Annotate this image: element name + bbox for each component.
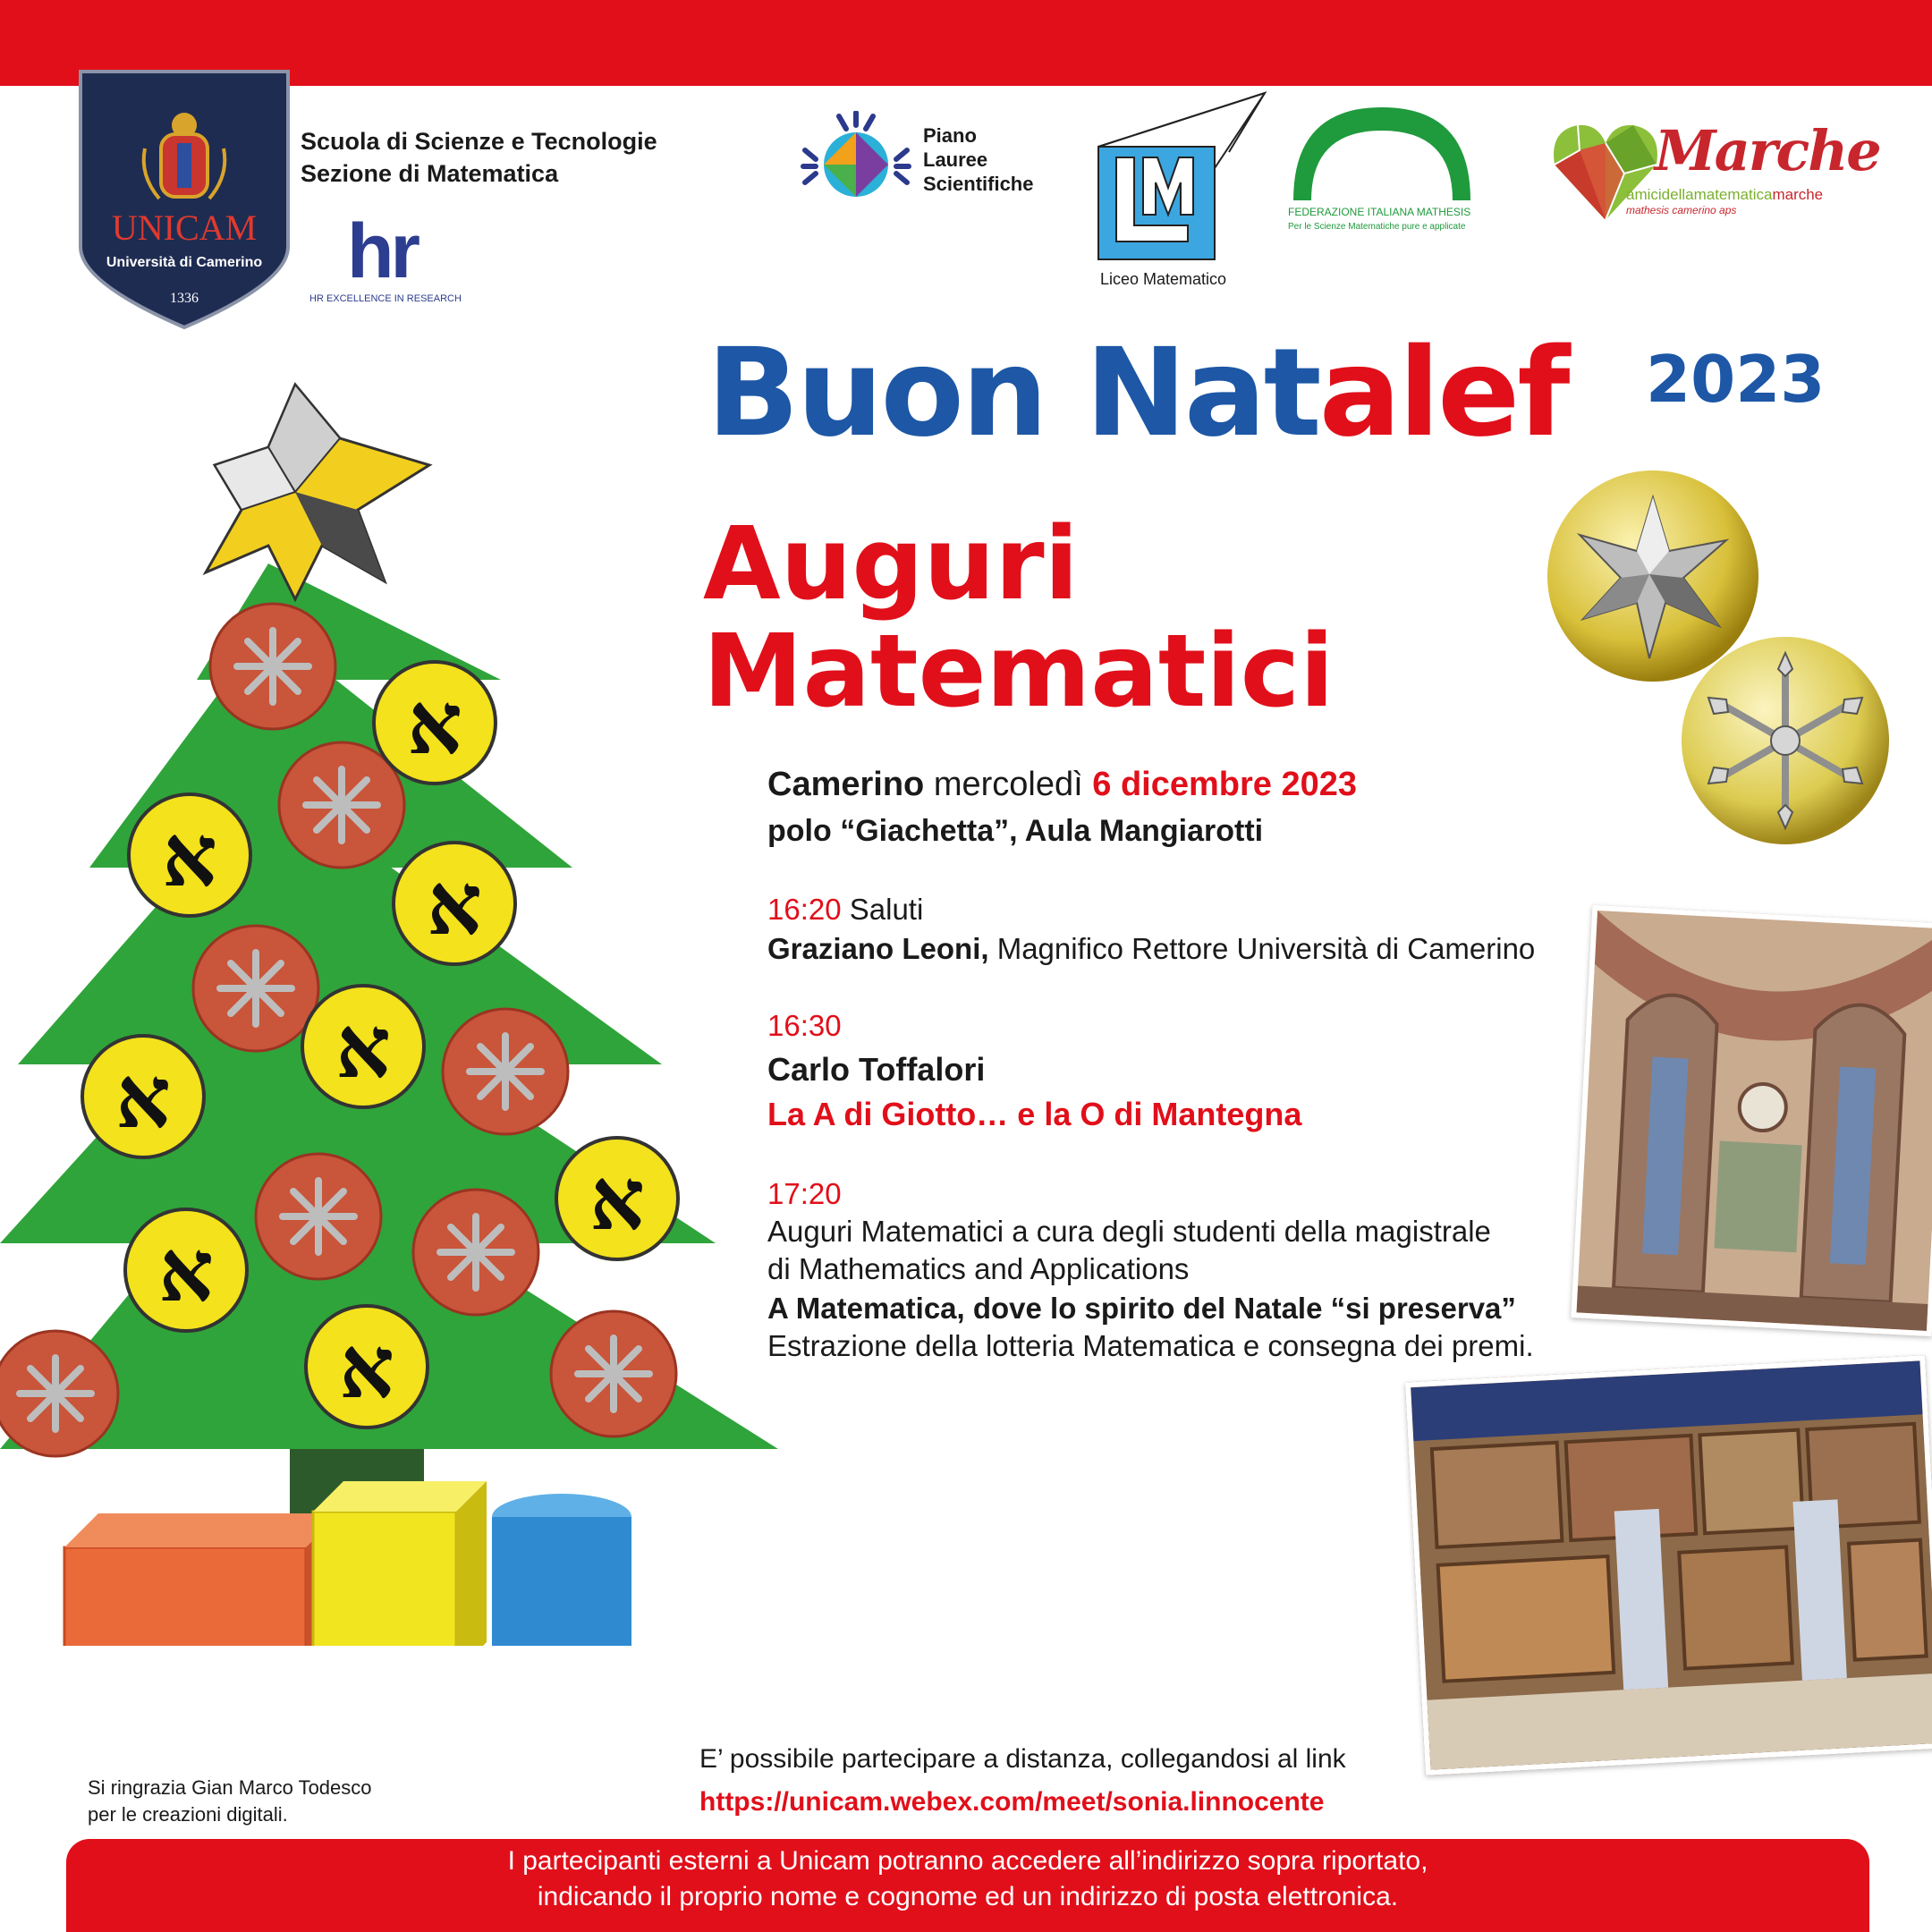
program-item-1-speaker: Graziano Leoni, Magnifico Rettore Università di Camerino [767, 932, 1536, 965]
svg-text:א: א [158, 1220, 214, 1321]
tree-top-star-icon [206, 385, 429, 599]
unicam-logo [77, 68, 292, 331]
svg-text:א: א [162, 805, 217, 906]
mathesis-line-1: FEDERAZIONE ITALIANA MATHESIS [1288, 206, 1471, 218]
program-item-3-line-1: Auguri Matematici a cura degli studenti della magistrale [767, 1215, 1491, 1248]
chapel-photo-2 [1405, 1355, 1932, 1775]
hr-excellence-logo: hr [347, 208, 417, 294]
subtitle-matematici: Matematici [703, 614, 1335, 730]
title-year: 2023 [1646, 342, 1826, 417]
presents-icon [64, 1481, 631, 1646]
subtitle-auguri: Auguri [703, 506, 1079, 623]
credits: Si ringrazia Gian Marco Todesco per le creazioni digitali. [88, 1776, 372, 1826]
mathesis-line-2: Per le Scienze Matematiche pure e applicate [1288, 222, 1466, 232]
program-item-2-speaker: Carlo Toffalori [767, 1051, 986, 1088]
unicam-year: 1336 [170, 291, 199, 306]
webex-link[interactable]: https://unicam.webex.com/meet/sonia.linnocente [699, 1787, 1325, 1817]
event-date-line: Camerino mercoledì 6 dicembre 2023 [767, 766, 1357, 803]
school-line-2: Sezione di Matematica [301, 160, 559, 187]
svg-text:א: א [335, 996, 391, 1097]
remote-text: E’ possibile partecipare a distanza, collegandosi al link [699, 1744, 1346, 1774]
chapel-photo-1 [1571, 905, 1932, 1337]
program-item-3-line-4: Estrazione della lotteria Matematica e consegna dei premi. [767, 1329, 1534, 1362]
footer-line-1: I partecipanti esterni a Unicam potranno accedere all’indirizzo sopra riportato, [507, 1846, 1428, 1876]
footer-line-2: indicando il proprio nome e cognome ed un indirizzo di posta elettronica. [537, 1882, 1399, 1911]
mathesis-logo-icon [1288, 100, 1476, 208]
christmas-tree-illustration [0, 358, 805, 1646]
svg-text:א: א [339, 1317, 394, 1418]
svg-text:א: א [115, 1046, 171, 1148]
program-item-2-talk: La A di Giotto… e la O di Mantegna [767, 1096, 1302, 1132]
unicam-university: Università di Camerino [106, 255, 263, 270]
pls-text: Piano Lauree Scientifiche [923, 124, 1034, 195]
svg-text:א: א [589, 1148, 645, 1250]
program-item-2-time: 16:30 [767, 1009, 842, 1042]
liceo-caption: Liceo Matematico [1100, 270, 1227, 288]
svg-text:א: א [427, 853, 482, 954]
hr-caption: HR EXCELLENCE IN RESEARCH [309, 293, 462, 304]
marche-line-1: amicidellamatematicamarche [1626, 186, 1824, 203]
program-item-3-time: 17:20 [767, 1177, 842, 1210]
unicam-name: UNICAM [111, 208, 258, 248]
snowflake-sphere-icon [1678, 633, 1893, 848]
program-item-1-time: 16:20 Saluti [767, 893, 924, 926]
svg-text:א: א [407, 673, 462, 774]
program-item-3-line-2: di Mathematics and Applications [767, 1252, 1190, 1285]
marche-line-2: mathesis camerino aps [1626, 204, 1737, 216]
event-venue: polo “Giachetta”, Aula Mangiarotti [767, 814, 1264, 848]
program-item-3-line-3: A Matematica, dove lo spirito del Natale “si preserva” [767, 1292, 1516, 1325]
marche-logo-text: Marche [1655, 118, 1880, 183]
pls-logo-icon [800, 111, 912, 211]
liceo-matematico-logo-icon [1095, 89, 1270, 268]
main-title: Buon Natalef [707, 323, 1568, 464]
school-line-1: Scuola di Scienze e Tecnologie [301, 128, 657, 155]
